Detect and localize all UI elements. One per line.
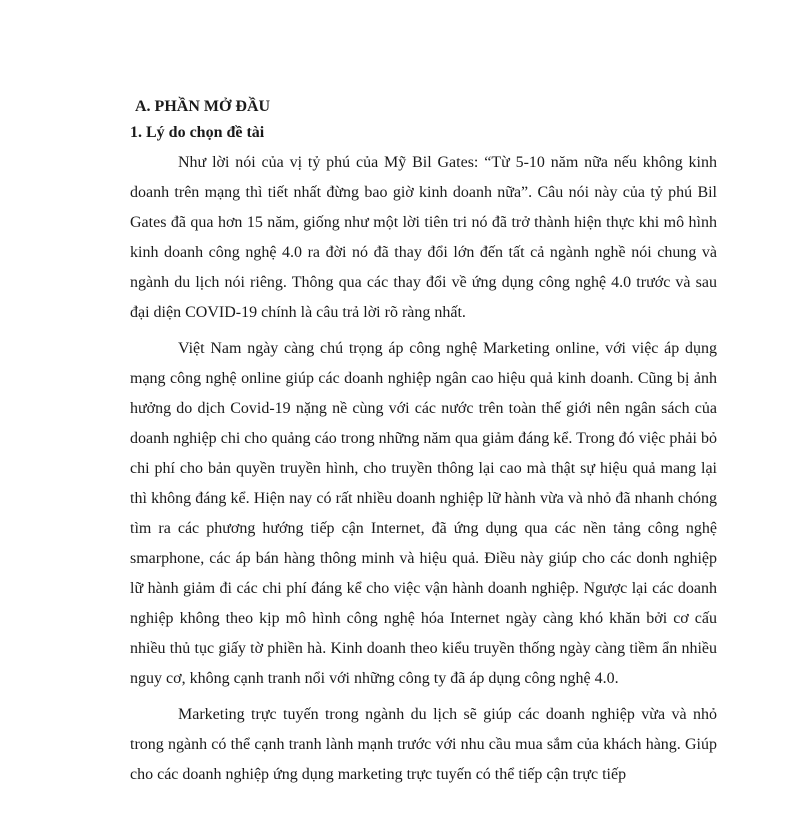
paragraph-2: Việt Nam ngày càng chú trọng áp công nghệ Marketing online, với việc áp dụng mạng công nghệ online giúp các doanh nghiệp ngân cao hiệu quả kinh doanh. Cũng bị ảnh hưởng do dịch Covid-19 nặng nề cùng với các nước trên toàn thế giới nên ngân sách của doanh nghiệp chi cho quảng cáo trong những năm qua giảm đáng kể. Trong đó việc phải bỏ chi phí cho bản quyền truyền hình, cho truyền thông lại cao mà thật sự hiệu quả mang lại thì không đáng kể. Hiện nay có rất nhiều doanh nghiệp lữ hành vừa và nhỏ đã nhanh chóng tìm ra các phương hướng tiếp cận Internet, đã ứng dụng qua các nền tảng công nghệ smarphone, các áp bán hàng thông minh và hiệu quả. Điều này giúp cho các donh nghiệp lữ hành giảm đi các chi phí đáng kể cho việc vận hành doanh nghiệp. Ngược lại các doanh nghiệp không theo kịp mô hình công nghệ hóa Internet ngày càng khó khăn bởi cơ cấu nhiều thủ tục giấy tờ phiền hà. Kinh doanh theo kiểu truyền thống ngày càng tiềm ẩn nhiều nguy cơ, không cạnh tranh nổi với những công ty đã áp dụng công nghệ 4.0. — [130, 340, 717, 687]
document-content — [130, 94, 717, 790]
paragraph-1: Như lời nói của vị tỷ phú của Mỹ Bil Gates: “Từ 5-10 năm nữa nếu không kinh doanh trên mạng thì tiết nhất đừng bao giờ kinh doanh nữa”. Câu nói này của tỷ phú Bil Gates đã qua hơn 15 năm, giống như một lời tiên tri nó đã trở thành hiện thực khi mô hình kinh doanh công nghệ 4.0 ra đời nó đã thay đổi lớn đến tất cả ngành nghề nói chung và ngành du lịch nói riêng. Thông qua các thay đổi về ứng dụng công nghệ 4.0 trước và sau đại diện COVID-19 chính là câu trả lời rõ ràng nhất. — [130, 154, 717, 321]
section-heading: A. PHẦN MỞ ĐẦU — [135, 98, 271, 115]
sub-heading: 1. Lý do chọn đề tài — [130, 124, 265, 141]
paragraph-3: Marketing trực tuyến trong ngành du lịch sẽ giúp các doanh nghiệp vừa và nhỏ trong ngành có thể cạnh tranh lành mạnh trước với nhu cầu mua sắm của khách hàng. Giúp cho các doanh nghiệp ứng dụng marketing trực tuyến có thể tiếp cận trực tiếp — [130, 706, 717, 783]
